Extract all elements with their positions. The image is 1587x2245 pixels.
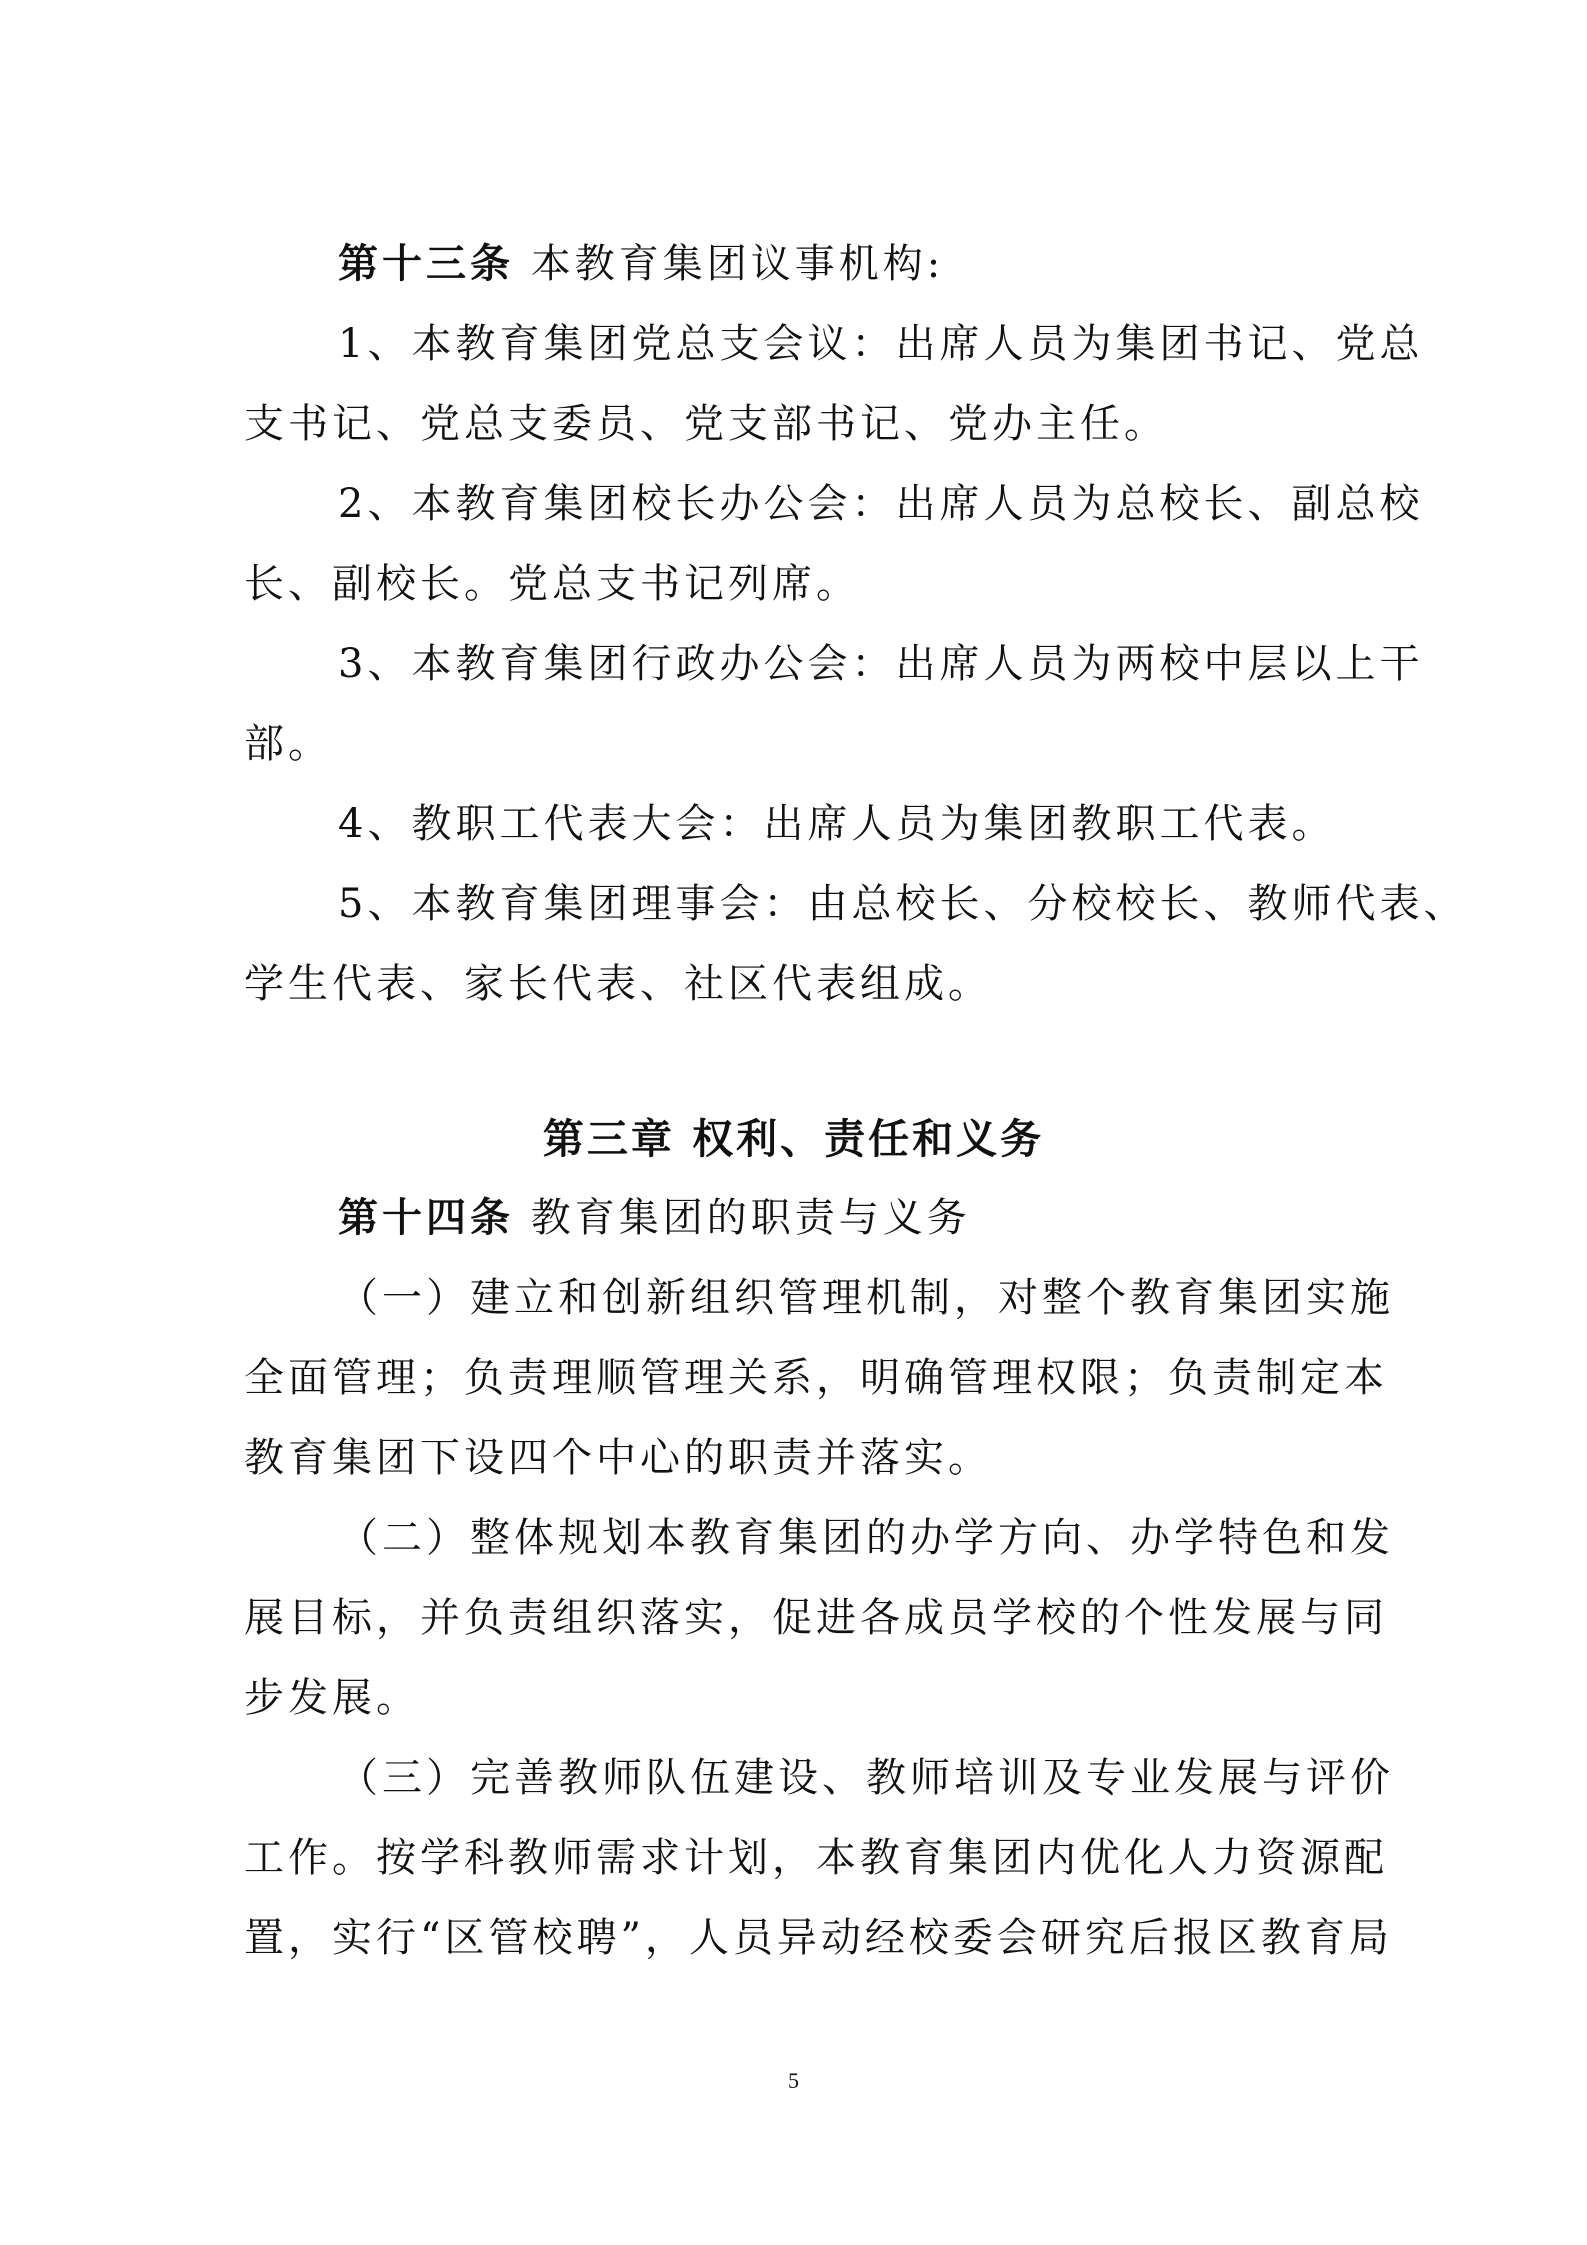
article-13-item-1-line-2: 支书记、党总支委员、党支部书记、党办主任。: [244, 401, 1168, 447]
paragraph-1-line-2: 全面管理；负责理顺管理关系，明确管理权限；负责制定本: [244, 1355, 1388, 1401]
paragraph-3-line-1: （三）完善教师队伍建设、教师培训及专业发展与评价: [338, 1755, 1394, 1801]
article-14-intro: 教育集团的职责与义务: [530, 1195, 971, 1241]
paragraph-1-line-1: （一）建立和创新组织管理机制，对整个教育集团实施: [338, 1275, 1394, 1321]
article-14-heading: 第十四条: [338, 1195, 514, 1241]
article-13-item-1-line-1: 1、本教育集团党总支会议：出席人员为集团书记、党总: [338, 321, 1424, 367]
article-13-item-3-line-2: 部。: [244, 721, 332, 767]
paragraph-2-line-1: （二）整体规划本教育集团的办学方向、办学特色和发: [338, 1515, 1394, 1561]
article-13-heading-line: [338, 236, 944, 292]
paragraph-1-line-3: 教育集团下设四个中心的职责并落实。: [244, 1435, 992, 1481]
article-13-intro: 本教育集团议事机构:: [530, 241, 945, 287]
article-13-item-5-line-1: 5、本教育集团理事会：由总校长、分校校长、教师代表、: [338, 881, 1468, 927]
article-13-item-2-line-1: 2、本教育集团校长办公会：出席人员为总校长、副总校: [338, 481, 1424, 527]
article-13-item-5-line-2: 学生代表、家长代表、社区代表组成。: [244, 961, 992, 1007]
article-13-item-3-line-1: 3、本教育集团行政办公会：出席人员为两校中层以上干: [338, 641, 1424, 687]
chapter-title: 第三章 权利、责任和义务: [542, 1115, 1045, 1163]
paragraph-3-line-3: 置，实行“区管校聘”，人员异动经校委会研究后报区教育局: [244, 1915, 1393, 1961]
paragraph-2-line-3: 步发展。: [244, 1675, 420, 1721]
paragraph-2-line-2: 展目标，并负责组织落实，促进各成员学校的个性发展与同: [244, 1595, 1388, 1641]
paragraph-3-line-2: 工作。按学科教师需求计划，本教育集团内优化人力资源配: [244, 1835, 1388, 1881]
article-14-heading-line: [338, 1190, 971, 1246]
article-13-item-4-line-1: 4、教职工代表大会：出席人员为集团教职工代表。: [338, 801, 1336, 847]
page-number: 5: [788, 2068, 799, 2093]
article-13-heading: 第十三条: [338, 241, 514, 287]
article-13-item-2-line-2: 长、副校长。党总支书记列席。: [244, 561, 860, 607]
